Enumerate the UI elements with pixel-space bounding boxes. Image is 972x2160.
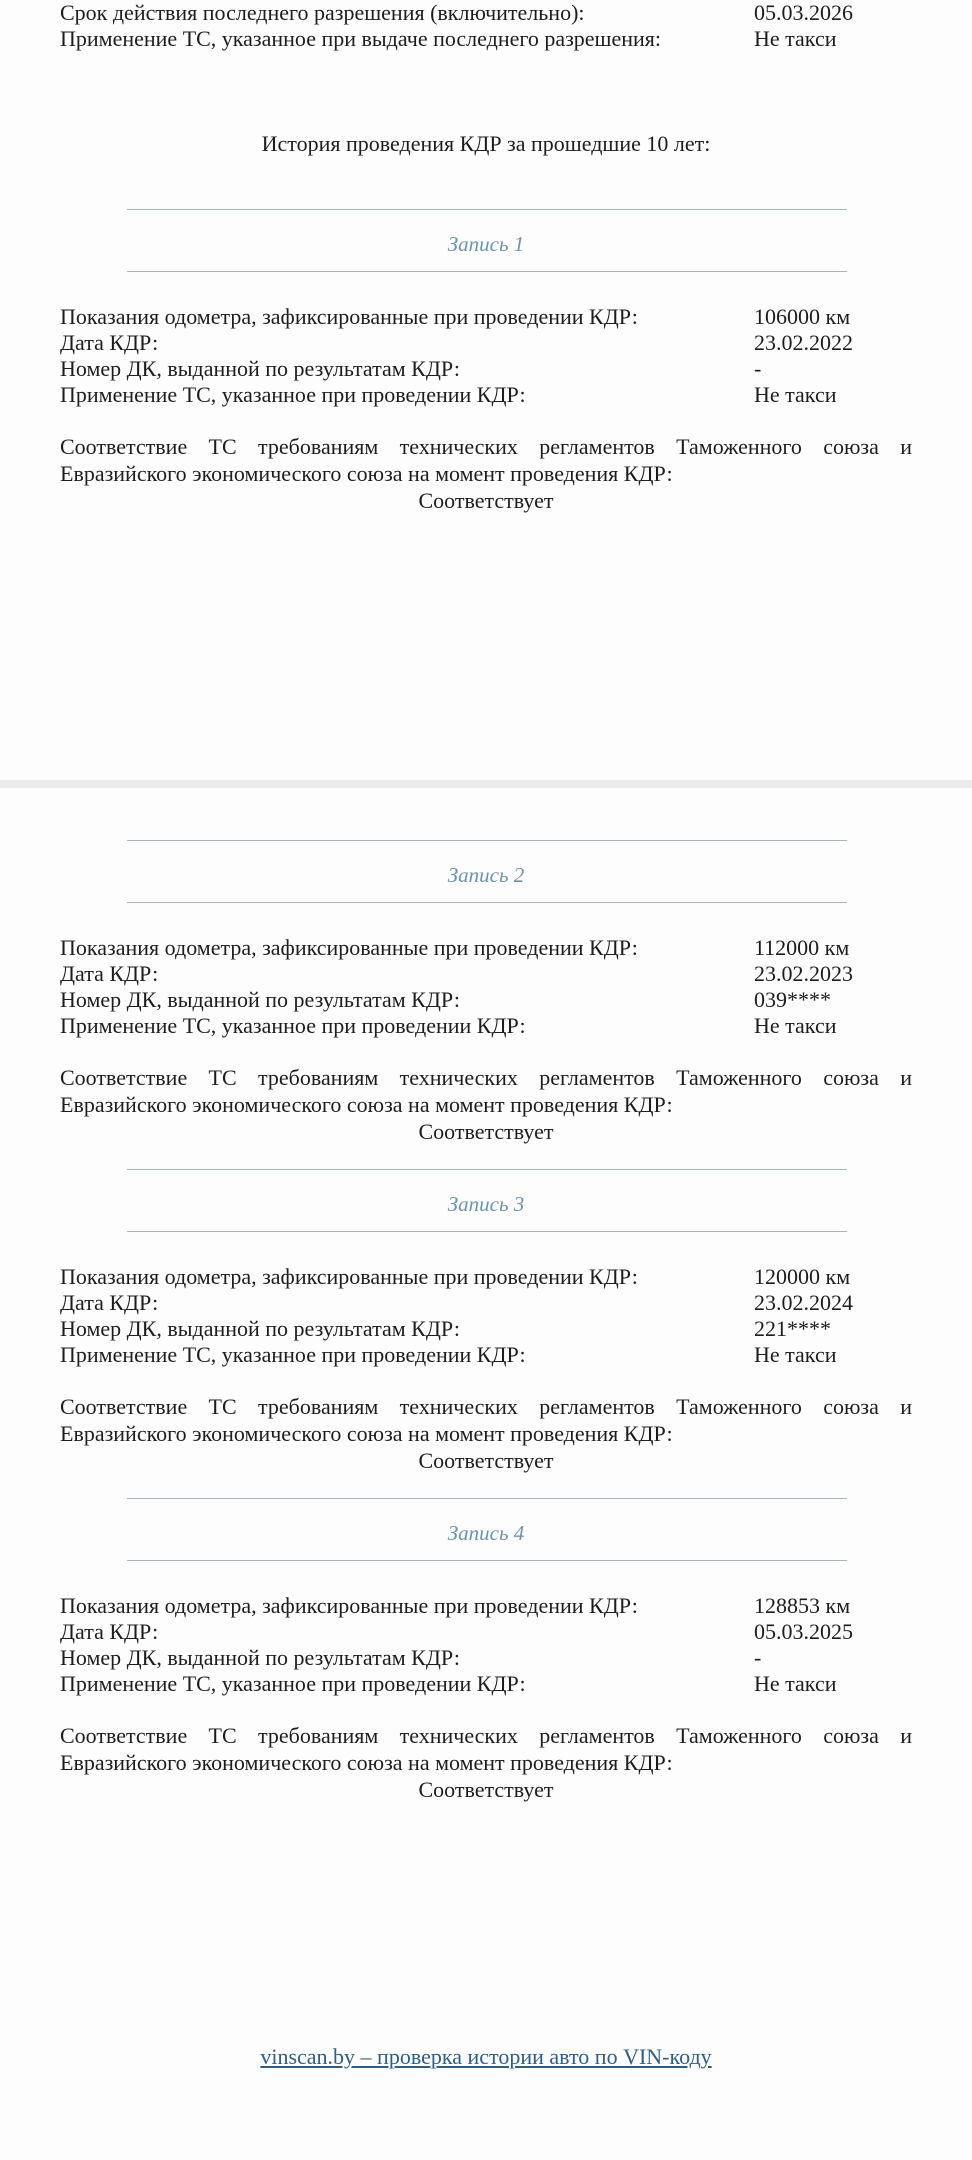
dk-number-value: - (754, 1645, 762, 1670)
compliance-value: Соответствует (418, 1448, 554, 1473)
compliance-value: Соответствует (418, 488, 554, 513)
date-label: Дата КДР: (60, 1619, 159, 1644)
compliance-block (60, 1064, 912, 1145)
odometer-value: 120000 км (754, 1264, 851, 1289)
compliance-text-line1: Соответствие ТС требованиям технических регламентов Таможенного союза и (60, 1394, 912, 1419)
dk-number-label: Номер ДК, выданной по результатам КДР: (60, 356, 461, 381)
odometer-value: 112000 км (754, 935, 850, 960)
usage-value: Не такси (754, 1342, 837, 1367)
date-value: 23.02.2022 (754, 330, 853, 355)
compliance-block (60, 1722, 912, 1803)
odometer-row (60, 304, 880, 330)
record-rule-bottom (127, 1560, 847, 1561)
odometer-value: 106000 км (754, 304, 851, 329)
usage-value: Не такси (754, 382, 837, 407)
record-rule-bottom (127, 902, 847, 903)
date-row (60, 1619, 880, 1645)
date-row (60, 961, 880, 987)
permit-usage-label: Применение ТС, указанное при выдаче последнего разрешения: (60, 26, 662, 51)
usage-value: Не такси (754, 1671, 837, 1696)
record-rule-bottom (127, 1231, 847, 1232)
permit-usage-value: Не такси (754, 26, 837, 51)
dk-number-label: Номер ДК, выданной по результатам КДР: (60, 1645, 461, 1670)
compliance-block (60, 1393, 912, 1474)
dk-number-row (60, 1645, 880, 1671)
record-title: Запись 4 (447, 1521, 525, 1545)
usage-label: Применение ТС, указанное при проведении КДР: (60, 1342, 526, 1367)
compliance-text-line1: Соответствие ТС требованиям технических регламентов Таможенного союза и (60, 434, 912, 459)
dk-number-row (60, 1316, 880, 1342)
record-title: Запись 2 (447, 863, 525, 887)
dk-number-row (60, 356, 880, 382)
usage-label: Применение ТС, указанное при проведении КДР: (60, 1013, 526, 1038)
odometer-label: Показания одометра, зафиксированные при проведении КДР: (60, 304, 638, 329)
record-title: Запись 3 (447, 1192, 525, 1216)
page-separator (0, 780, 972, 788)
record-rule-top (127, 1169, 847, 1170)
compliance-text-line1: Соответствие ТС требованиям технических регламентов Таможенного союза и (60, 1065, 912, 1090)
permit-validity-value: 05.03.2026 (754, 0, 853, 25)
history-heading: История проведения КДР за прошедшие 10 лет: (261, 131, 711, 156)
dk-number-value: 221**** (754, 1316, 831, 1341)
odometer-label: Показания одометра, зафиксированные при проведении КДР: (60, 935, 638, 960)
date-row (60, 1290, 880, 1316)
footer (0, 2044, 972, 2070)
usage-row (60, 382, 880, 408)
dk-number-value: - (754, 356, 762, 381)
dk-number-row (60, 987, 880, 1013)
date-row (60, 330, 880, 356)
date-value: 05.03.2025 (754, 1619, 853, 1644)
compliance-text-line2: Евразийского экономического союза на момент проведения КДР: (60, 461, 673, 486)
odometer-row (60, 935, 880, 961)
usage-row (60, 1342, 880, 1368)
dk-number-label: Номер ДК, выданной по результатам КДР: (60, 987, 461, 1012)
compliance-text-line2: Евразийского экономического союза на момент проведения КДР: (60, 1421, 673, 1446)
compliance-text-line2: Евразийского экономического союза на момент проведения КДР: (60, 1092, 673, 1117)
odometer-label: Показания одометра, зафиксированные при проведении КДР: (60, 1593, 638, 1618)
compliance-value: Соответствует (418, 1119, 554, 1144)
dk-number-label: Номер ДК, выданной по результатам КДР: (60, 1316, 461, 1341)
usage-value: Не такси (754, 1013, 837, 1038)
compliance-value: Соответствует (418, 1777, 554, 1802)
date-label: Дата КДР: (60, 961, 159, 986)
date-value: 23.02.2024 (754, 1290, 853, 1315)
usage-row (60, 1671, 880, 1697)
compliance-text-line1: Соответствие ТС требованиям технических регламентов Таможенного союза и (60, 1723, 912, 1748)
record-rule-top (127, 840, 847, 841)
compliance-text-line2: Евразийского экономического союза на момент проведения КДР: (60, 1750, 673, 1775)
permit-usage-row (60, 26, 880, 52)
date-label: Дата КДР: (60, 1290, 159, 1315)
odometer-value: 128853 км (754, 1593, 851, 1618)
usage-label: Применение ТС, указанное при проведении КДР: (60, 382, 526, 407)
date-value: 23.02.2023 (754, 961, 853, 986)
record-rule-top (127, 1498, 847, 1499)
compliance-block (60, 433, 912, 514)
odometer-row (60, 1264, 880, 1290)
odometer-row (60, 1593, 880, 1619)
usage-row (60, 1013, 880, 1039)
date-label: Дата КДР: (60, 330, 159, 355)
record-rule-top (127, 209, 847, 210)
vinscan-link[interactable]: vinscan.by – проверка истории авто по VIN-коду (260, 2044, 712, 2069)
record-rule-bottom (127, 271, 847, 272)
permit-validity-label: Срок действия последнего разрешения (включительно): (60, 0, 585, 25)
odometer-label: Показания одометра, зафиксированные при проведении КДР: (60, 1264, 638, 1289)
dk-number-value: 039**** (754, 987, 831, 1012)
permit-validity-row (60, 0, 880, 26)
usage-label: Применение ТС, указанное при проведении КДР: (60, 1671, 526, 1696)
record-title: Запись 1 (447, 232, 525, 256)
